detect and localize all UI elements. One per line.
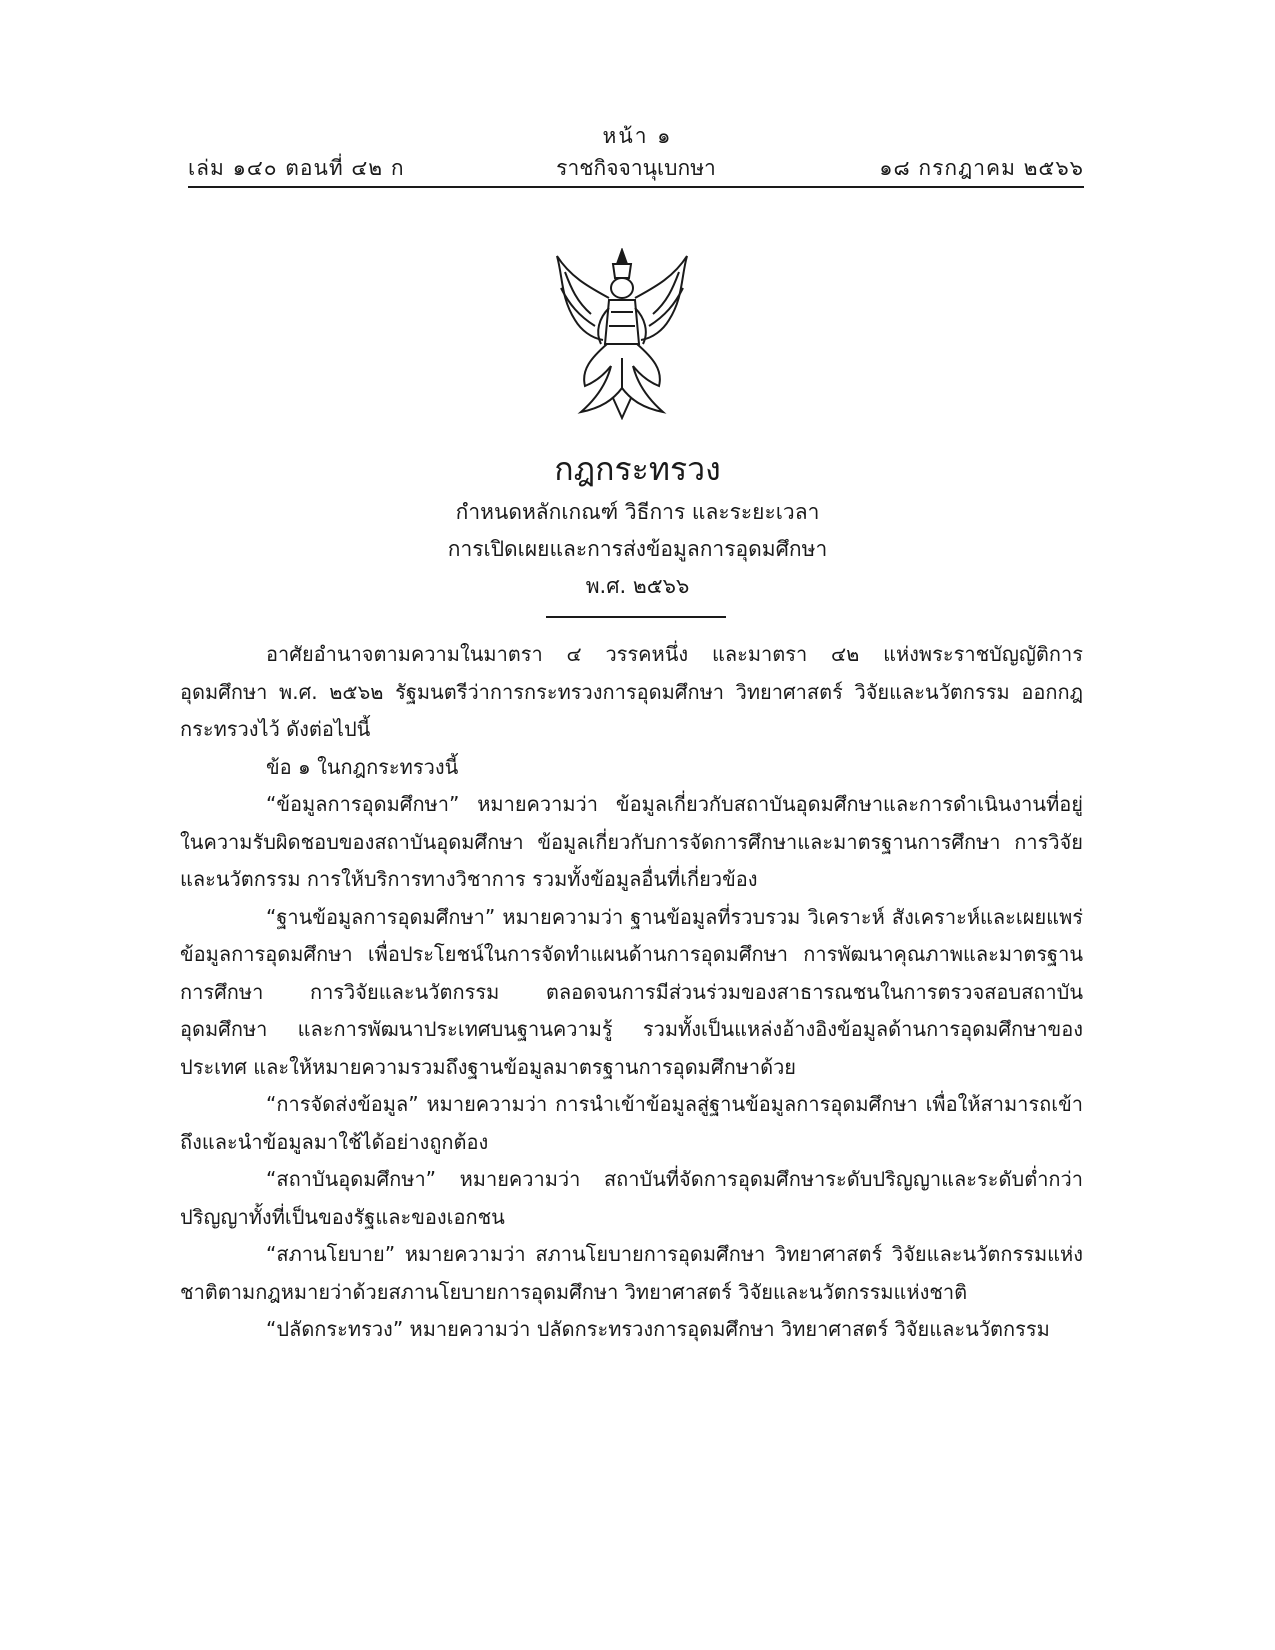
clause-1-heading: ข้อ ๑ ในกฎกระทรวงนี้ <box>266 754 459 779</box>
page-number: หน้า ๑ <box>602 124 673 148</box>
definition-paragraph: “ข้อมูลการอุดมศึกษา” หมายความว่า ข้อมูลเกี่ยวกับสถาบันอุดมศึกษาและการดำเนินงานที่อยู่ในความรับผิดชอบของสถาบันอุดมศึกษา ข้อมูลเกี่ยวกับการจัดการศึกษาและมาตรฐานการศึกษา การวิจัยและนวัตกรรม การให้บริการทางวิชาการ รวมทั้งข้อมูลอื่นที่เกี่ยวข้อง <box>180 792 1083 891</box>
document-body <box>180 636 1083 1349</box>
gazette-header <box>188 152 1084 184</box>
definition-paragraph: “สภานโยบาย” หมายความว่า สภานโยบายการอุดมศึกษา วิทยาศาสตร์ วิจัยและนวัตกรรมแห่งชาติตามกฎหมายว่าด้วยสภานโยบายการอุดมศึกษา วิทยาศาสตร์ วิจัยและนวัตกรรมแห่งชาติ <box>180 1242 1083 1304</box>
definition-paragraph: “ฐานข้อมูลการอุดมศึกษา” หมายความว่า ฐานข้อมูลที่รวบรวม วิเคราะห์ สังเคราะห์และเผยแพร่ข้อมูลการอุดมศึกษา เพื่อประโยชน์ในการจัดทำแผนด้านการอุดมศึกษา การพัฒนาคุณภาพและมาตรฐานการศึกษา การวิจัยและนวัตกรรม ตลอดจนการมีส่วนร่วมของสาธารณชนในการตรวจสอบสถาบันอุดมศึกษา และการพัฒนาประเทศบนฐานความรู้ รวมทั้งเป็นแหล่งอ้างอิงข้อมูลด้านการอุดมศึกษาของประเทศ และให้หมายความรวมถึงฐานข้อมูลมาตรฐานการอุดมศึกษาด้วย <box>180 904 1083 1079</box>
preamble-paragraph: อาศัยอำนาจตามความในมาตรา ๔ วรรคหนึ่ง และมาตรา ๔๒ แห่งพระราชบัญญัติการอุดมศึกษา พ.ศ. ๒๕๖๒ รัฐมนตรีว่าการกระทรวงการอุดมศึกษา วิทยาศาสตร์ วิจัยและนวัตกรรม ออกกฎกระทรวงไว้ ดังต่อไปนี้ <box>180 642 1083 741</box>
gazette-name: ราชกิจจานุเบกษา <box>556 156 716 180</box>
volume-issue: เล่ม ๑๔๐ ตอนที่ ๔๒ ก <box>188 156 405 180</box>
garuda-emblem-icon <box>551 248 693 420</box>
definition-paragraph: “การจัดส่งข้อมูล” หมายความว่า การนำเข้าข้อมูลสู่ฐานข้อมูลการอุดมศึกษา เพื่อให้สามารถเข้าถึงและนำข้อมูลมาใช้ได้อย่างถูกต้อง <box>180 1092 1083 1154</box>
definition-paragraph: “สถาบันอุดมศึกษา” หมายความว่า สถาบันที่จัดการอุดมศึกษาระดับปริญญาและระดับต่ำกว่าปริญญาทั้งที่เป็นของรัฐและของเอกชน <box>180 1167 1083 1229</box>
subtitle-line-2: การเปิดเผยและการส่งข้อมูลการอุดมศึกษา <box>447 537 828 561</box>
header-divider <box>188 186 1084 188</box>
document-title: กฎกระทรวง <box>554 450 721 488</box>
definition-paragraph: “ปลัดกระทรวง” หมายความว่า ปลัดกระทรวงการอุดมศึกษา วิทยาศาสตร์ วิจัยและนวัตกรรม <box>266 1317 1050 1341</box>
title-divider <box>546 616 726 618</box>
subtitle-line-1: กำหนดหลักเกณฑ์ วิธีการ และระยะเวลา <box>455 500 820 524</box>
publication-date: ๑๘ กรกฎาคม ๒๕๖๖ <box>879 156 1084 180</box>
subtitle-year: พ.ศ. ๒๕๖๖ <box>585 574 690 598</box>
